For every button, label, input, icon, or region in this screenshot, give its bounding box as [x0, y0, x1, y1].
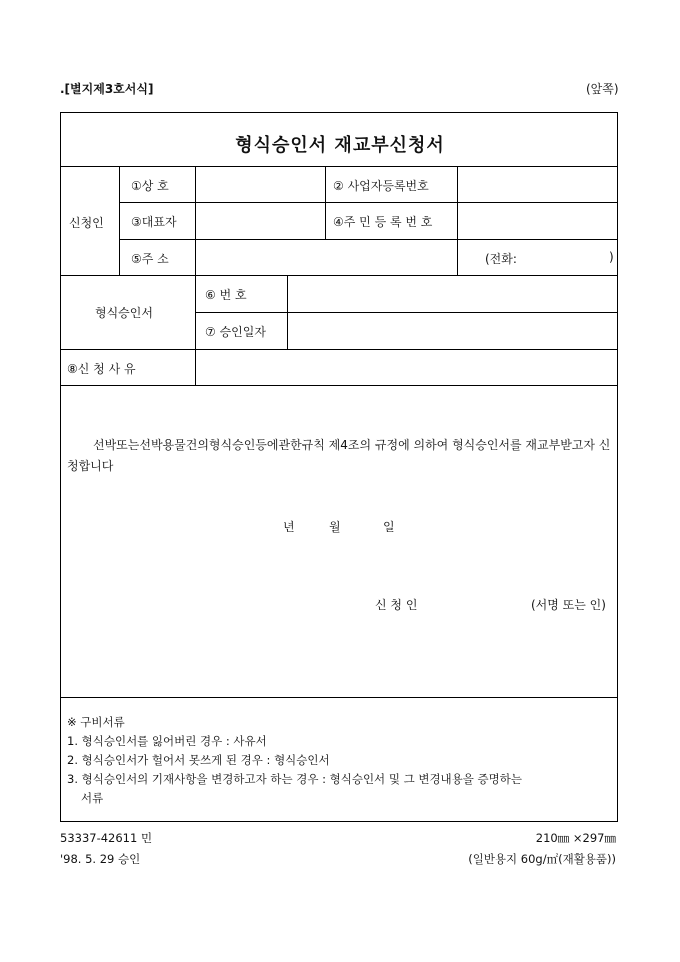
address-label: ⑤주 소	[131, 252, 169, 266]
phone-close: )	[609, 250, 614, 264]
trade-name-field[interactable]	[197, 168, 323, 201]
business-reg-label: ② 사업자등록번호	[333, 179, 429, 193]
business-reg-field[interactable]	[459, 168, 615, 201]
resident-reg-field[interactable]	[459, 204, 615, 238]
divider	[61, 166, 617, 167]
footer-size: 210㎜ ×297㎜	[535, 831, 616, 845]
date-month: 월	[329, 520, 341, 534]
document-item-continuation: 서류	[81, 791, 104, 805]
phone-label: (전화:	[485, 252, 517, 266]
representative-field[interactable]	[197, 204, 323, 238]
approval-number-label: ⑥ 번 호	[205, 288, 247, 302]
divider	[119, 202, 617, 203]
divider	[325, 166, 326, 239]
divider	[61, 275, 617, 276]
resident-reg-label: ④주 민 등 록 번 호	[333, 215, 433, 229]
approval-section-label: 형식승인서	[95, 306, 153, 320]
documents-heading: ※ 구비서류	[67, 715, 125, 729]
trade-name-label: ①상 호	[131, 179, 169, 193]
approval-date-field[interactable]	[289, 314, 615, 348]
divider	[287, 275, 288, 349]
document-item: 3. 형식승인서의 기재사항을 변경하고자 하는 경우 : 형식승인서 및 그 변경내용을 증명하는	[67, 772, 522, 786]
address-field[interactable]	[197, 241, 455, 274]
footer-paper: (일반용지 60g/㎡(재활용품))	[468, 852, 616, 866]
divider	[119, 239, 617, 240]
representative-label: ③대표자	[131, 215, 177, 229]
document-item: 1. 형식승인서를 잃어버린 경우 : 사유서	[67, 734, 267, 748]
footer-approval: '98. 5. 29 승인	[60, 852, 141, 866]
divider	[195, 312, 617, 313]
signature-hint: (서명 또는 인)	[531, 598, 606, 612]
document-item: 2. 형식승인서가 헐어서 못쓰게 된 경우 : 형식승인서	[67, 753, 330, 767]
reason-label: ⑧신 청 사 유	[67, 362, 136, 376]
date-day: 일	[383, 520, 395, 534]
divider	[61, 349, 617, 350]
signature-label: 신 청 인	[375, 598, 418, 612]
application-statement: 선박또는선박용물건의형식승인등에관한규칙 제4조의 규정에 의하여 형식승인서를 재교부받고자 신청합니다	[67, 438, 611, 473]
approval-date-label: ⑦ 승인일자	[205, 325, 266, 339]
page-side-note: (앞쪽)	[586, 82, 619, 96]
divider	[119, 166, 120, 275]
application-form	[60, 112, 618, 822]
approval-number-field[interactable]	[289, 277, 615, 311]
form-title: 형식승인서 재교부신청서	[235, 135, 445, 156]
applicant-section-label: 신청인	[69, 216, 104, 230]
divider	[61, 697, 617, 698]
date-year: 년	[283, 520, 295, 534]
reason-field[interactable]	[197, 351, 615, 384]
form-code: .[별지제3호서식]	[60, 82, 154, 96]
divider	[61, 385, 617, 386]
required-documents	[67, 713, 613, 808]
divider	[195, 166, 196, 385]
footer-code: 53337-42611 민	[60, 831, 153, 845]
divider	[457, 166, 458, 275]
